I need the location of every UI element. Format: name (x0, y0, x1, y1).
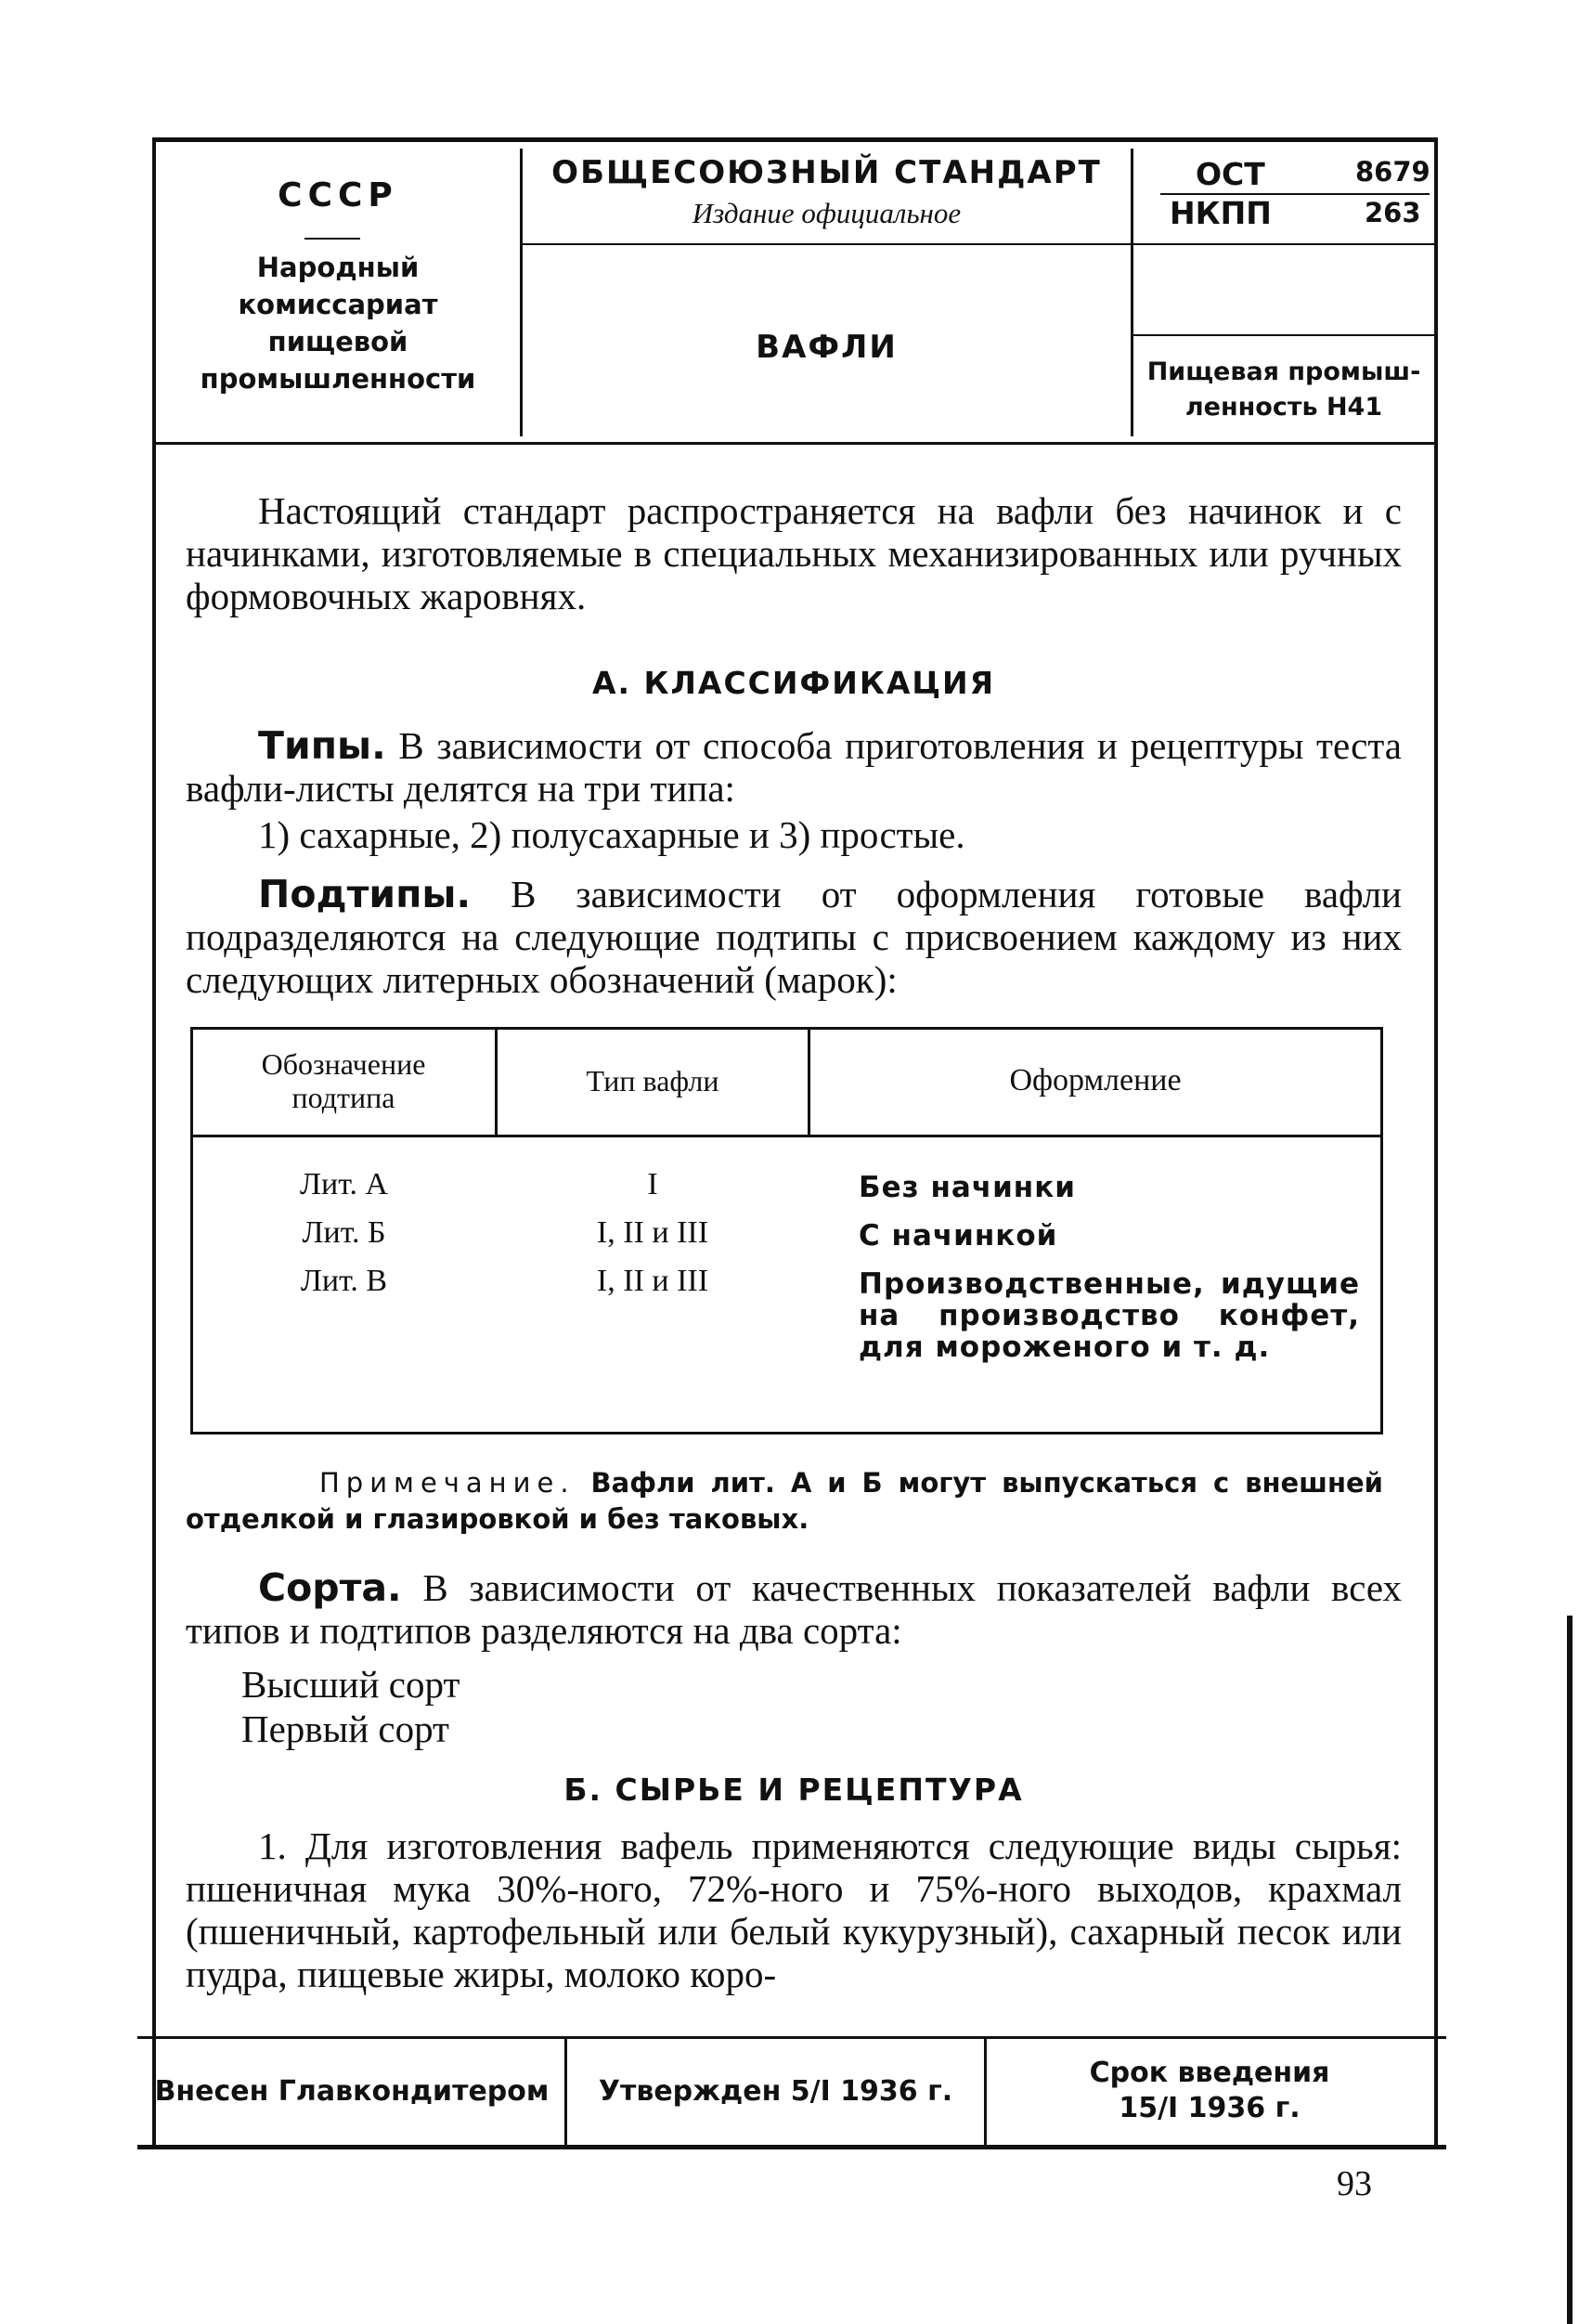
ussr-underline (304, 238, 360, 240)
frame-right-border (1434, 137, 1438, 2148)
note-text: Вафли лит. А и Б могут выпускаться с внешней отделкой и глазировкой и без таковых. (186, 1467, 1383, 1535)
subtypes-paragraph (186, 873, 1402, 1001)
nkpp-label: НКПП (1170, 195, 1272, 231)
table-header-design: Оформление (1009, 1063, 1182, 1097)
section-a-heading: А. КЛАССИФИКАЦИЯ (591, 665, 996, 701)
table-cell-mark: Лит. В (300, 1264, 388, 1298)
header-right-rule-2 (1133, 334, 1434, 336)
table-header-mark: Обозначение подтипа (261, 1047, 426, 1114)
ost-label: ОСТ (1196, 156, 1265, 192)
industry-code: Пищевая промыш- ленность Н41 (1146, 357, 1421, 422)
header-divider-left (520, 149, 523, 436)
product-title: ВАФЛИ (756, 329, 898, 366)
section-b-heading: Б. СЫРЬЕ И РЕЦЕПТУРА (563, 1772, 1024, 1808)
effective-date: Срок введения 15/I 1936 г. (1089, 2057, 1330, 2124)
table-cell-mark: Лит. А (299, 1167, 389, 1201)
table-cell-type: I (647, 1167, 658, 1201)
raw-materials-paragraph: 1. Для изготовления вафель применяются следующие виды сырья: пшеничная мука 30%-ного, 72%-ного и 75%-ного выходов, крахмал (пшеничный, картофельный или белый кукурузный), сахарный песок или пудра, пищевые жиры, молоко коро- (186, 1824, 1402, 1995)
ost-number: 8679 (1355, 156, 1430, 188)
page-number: 93 (1337, 2164, 1372, 2203)
grade-item: Высший сорт (241, 1663, 460, 1706)
standard-title: ОБЩЕСОЮЗНЫЙ СТАНДАРТ (551, 154, 1102, 191)
types-lead: Типы. (258, 723, 386, 768)
subtypes-lead: Подтипы. (258, 872, 472, 916)
scan-edge-mark (1567, 1616, 1573, 2324)
table-cell-design: С начинкой (859, 1219, 1058, 1253)
types-list: 1) сахарные, 2) полусахарные и 3) простые. (258, 813, 965, 856)
table-top-rule (190, 1027, 1383, 1030)
table-cell-mark: Лит. Б (302, 1215, 386, 1250)
intro-paragraph: Настоящий стандарт распространяется на вафли без начинок и с начинками, изготовляемые в специальных механизированных или ручных формовочных жаровнях. (186, 489, 1402, 617)
approved-date: Утвержден 5/I 1936 г. (598, 2075, 953, 2108)
frame-top-border (152, 137, 1438, 142)
ussr-label: СССР (278, 176, 398, 214)
table-cell-design: Без начинки (859, 1171, 1076, 1204)
frame-left-border (152, 137, 156, 2148)
nkpp-number: 263 (1365, 197, 1421, 228)
types-paragraph (186, 724, 1402, 810)
header-mid-rule (523, 243, 1131, 245)
grades-paragraph (186, 1566, 1402, 1652)
footer-top-rule (137, 2036, 1446, 2039)
footer-bottom-rule (137, 2145, 1446, 2149)
commissariat-name: Народный комиссариат пищевой промышленности (200, 252, 476, 395)
grades-text: В зависимости от качественных показателей вафли всех типов и подтипов разделяются на два сорта: (186, 1566, 1402, 1652)
table-cell-type: I, II и III (596, 1264, 709, 1298)
submitted-by: Внесен Главкондитером (154, 2075, 550, 2108)
table-header-type: Тип вафли (586, 1064, 719, 1097)
edition-label: Издание официальное (692, 197, 962, 229)
grade-item: Первый сорт (241, 1707, 449, 1750)
table-header-rule (190, 1135, 1383, 1137)
grades-lead: Сорта. (258, 1565, 402, 1610)
table-cell-type: I, II и III (596, 1215, 709, 1250)
types-text: В зависимости от способа приготовления и рецептуры теста вафли-листы делятся на три типа: (186, 724, 1402, 810)
table-cell-design: Производственные, идущие на производство конфет, для мороженого и т. д. (859, 1267, 1360, 1364)
note-label: Примечание. (319, 1467, 576, 1499)
table-right-border (1380, 1027, 1383, 1434)
table-note (186, 1465, 1383, 1538)
header-bottom-rule (156, 442, 1434, 445)
table-bottom-rule (190, 1432, 1383, 1435)
header-right-rule-1 (1133, 243, 1434, 245)
subtypes-text: В зависимости от оформления готовые вафли подразделяются на следующие подтипы с присвоением каждому из них следующих литерных обозначений (марок): (186, 873, 1402, 1001)
